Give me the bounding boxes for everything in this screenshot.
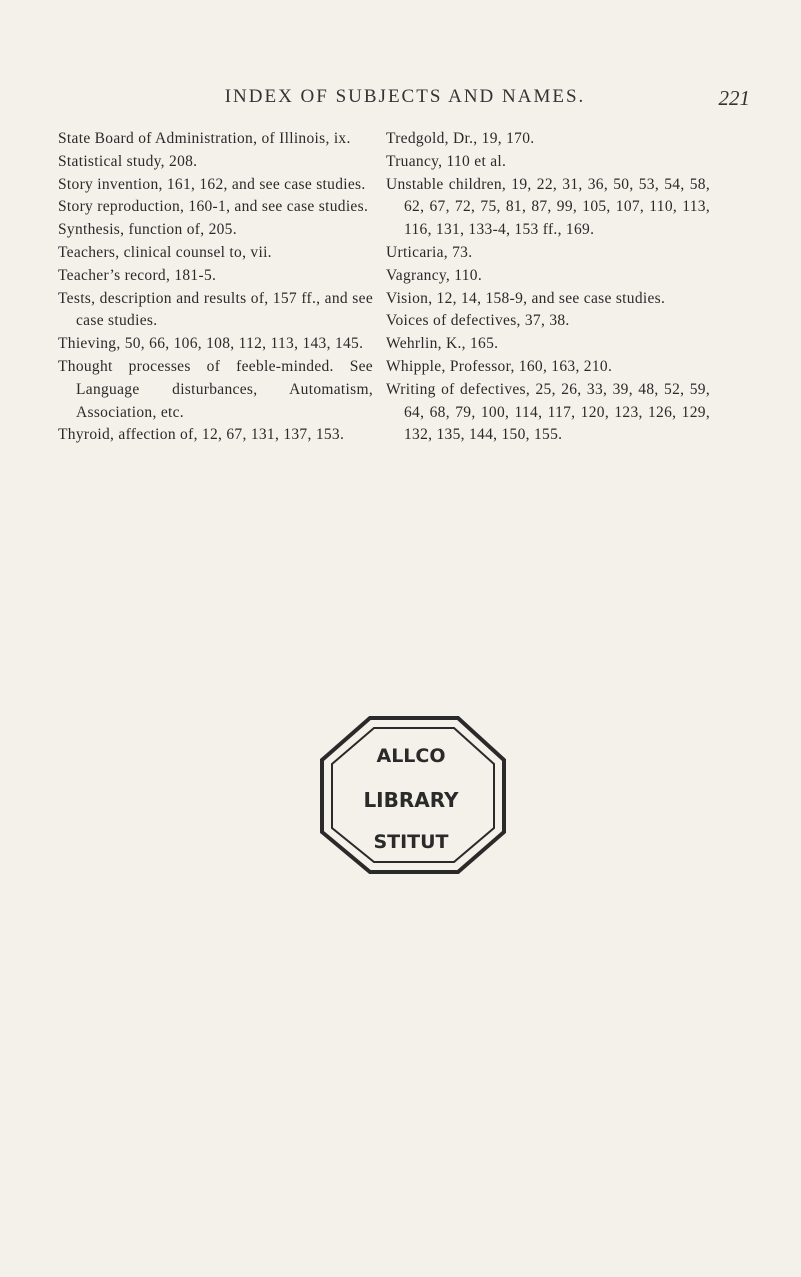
index-entry: Thyroid, affection of, 12, 67, 131, 137, 153. <box>58 426 345 444</box>
index-entry: Voices of defectives, 37, 38. <box>386 312 570 330</box>
stamp-bottom-text: STITUT <box>373 831 449 853</box>
index-entry: Teacher’s record, 181-5. <box>58 266 217 284</box>
index-entry: Tests, description and results of, 157 ff., and see case studies. <box>58 289 373 330</box>
index-entry: Statistical study, 208. <box>58 152 198 170</box>
library-stamp <box>308 712 512 876</box>
running-head <box>60 86 750 110</box>
stamp-top-text: ALLCO <box>376 745 446 767</box>
index-entry: State Board of Administration, of Illinois, ix. <box>58 130 351 147</box>
index-entry: Story reproduction, 160-1, and see case studies. <box>58 198 369 216</box>
index-column-right <box>386 128 710 447</box>
index-entry: Vagrancy, 110. <box>386 266 483 284</box>
index-entry: Synthesis, function of, 205. <box>58 221 237 239</box>
index-entry: Teachers, clinical counsel to, vii. <box>58 243 272 261</box>
page-title: INDEX OF SUBJECTS AND NAMES. <box>224 86 586 107</box>
index-entry: Vision, 12, 14, 158-9, and see case studies. <box>386 289 666 307</box>
index-column-left <box>58 128 373 447</box>
index-entry: Thieving, 50, 66, 106, 108, 112, 113, 143, 145. <box>58 335 364 353</box>
index-entry: Whipple, Professor, 160, 163, 210. <box>386 357 613 375</box>
index-entry: Thought processes of feeble-minded. See Language disturbances, Automatism, Association, etc. <box>58 357 373 421</box>
index-entry: Writing of defectives, 25, 26, 33, 39, 48, 52, 59, 64, 68, 79, 100, 114, 117, 120, 123, 126, 129, 132, 135, 144, 150, 155. <box>386 380 710 444</box>
index-entry: Story invention, 161, 162, and see case studies. <box>58 175 366 193</box>
page-number: 221 <box>718 86 750 110</box>
index-entry: Tredgold, Dr., 19, 170. <box>386 130 535 147</box>
index-entry: Wehrlin, K., 165. <box>386 335 499 353</box>
index-entry: Truancy, 110 et al. <box>386 152 507 170</box>
stamp-library-text: LIBRARY <box>363 788 459 812</box>
index-entry: Urticaria, 73. <box>386 243 473 261</box>
index-entry: Unstable children, 19, 22, 31, 36, 50, 53, 54, 58, 62, 67, 72, 75, 81, 87, 99, 105, 107, 110, 113, 116, 131, 133-4, 153 ff., 169. <box>386 175 710 239</box>
